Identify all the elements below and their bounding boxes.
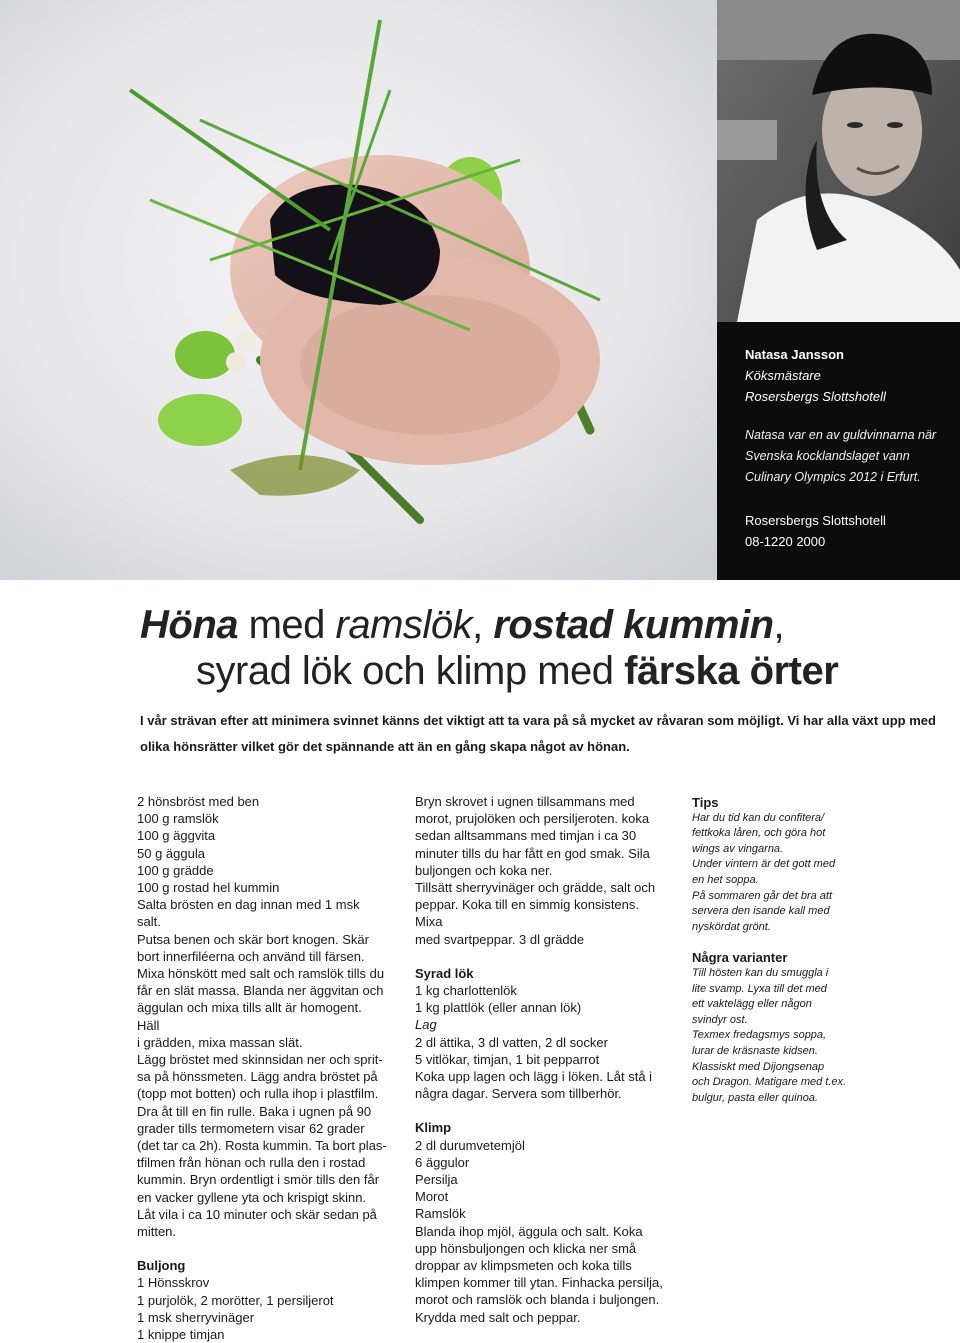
text-line: lite svamp. Lyxa till det med (692, 982, 827, 995)
text-line: lurar de kräsnaste kidsen. (692, 1044, 818, 1057)
tips-heading: Tips (692, 795, 719, 810)
text-line: 1 kg plattlök (eller annan lök) (415, 1000, 582, 1016)
text-line: Bryn skrovet i ugnen tillsammans med (415, 794, 635, 809)
text-line: Klassiskt med Dijongsenap (692, 1060, 825, 1073)
chef-role: Köksmästare (745, 368, 821, 383)
text-line: Låt vila i ca 10 minuter och skär sedan på (137, 1206, 377, 1222)
chef-workplace: Rosersbergs Slottshotell (745, 389, 886, 404)
title-line-1 (140, 603, 784, 647)
text-line: 100 g äggvita (137, 828, 216, 844)
varianter-heading: Några varianter (692, 950, 788, 966)
chef-name: Natasa Jansson (745, 347, 844, 362)
title-word: , (472, 603, 494, 647)
text-line: äggulan och mixa tills allt är homogent. Häll (137, 1000, 362, 1033)
text-line: sedan alltsammans med timjan i ca 30 (415, 828, 637, 844)
buljong-instructions (415, 793, 670, 948)
intro-paragraph: I vår strävan efter att minimera svinnet känns det viktigt att ta vara på så mycket av råvaran som möjligt. Vi har alla växt upp med olika hönsrätter vilket gör det spännande att än en gång skapa något av hönan. (140, 713, 936, 754)
text-line: droppar av klimpsmeten och koka tills (415, 1258, 632, 1274)
text-line: (topp mot botten) och rulla ihop i plastfilm. (137, 1086, 379, 1102)
text-line: 100 g rostad hel kummin (137, 880, 280, 896)
syrad-lok-heading: Syrad lök (415, 965, 474, 981)
text-line: en het soppa. (692, 873, 759, 886)
text-line: Morot (415, 1189, 449, 1205)
text-line: Salta brösten en dag innan med 1 msk salt. (137, 897, 360, 930)
text-line: nyskördat grönt. (692, 920, 771, 933)
text-line: morot, prujolöken och persiljeroten. koka (415, 811, 650, 827)
lag-label: Lag (415, 1017, 437, 1033)
title-word: syrad lök och klimp med (196, 649, 625, 693)
text-line: upp hönsbuljongen och klicka ner små (415, 1240, 637, 1256)
text-line: i grädden, mixa massan slät. (137, 1034, 303, 1050)
text-line: bulgur, pasta eller quinoa. (692, 1091, 818, 1104)
text-line: Krydda med salt och peppar. (415, 1309, 581, 1325)
title-word: rostad kummin (493, 603, 774, 647)
text-line: fettkoka låren, och göra hot (692, 827, 826, 840)
text-line: grader tills termometern visar 62 grader (137, 1120, 365, 1136)
text-line: Persilja (415, 1172, 458, 1188)
text-line: Ramslök (415, 1206, 466, 1222)
text-line: Mixa hönskött med salt och ramslök tills du (137, 966, 385, 982)
text-line: minuter tills du har fått en god smak. Sila (415, 845, 650, 861)
text-line: 2 dl durumvetemjöl (415, 1137, 525, 1153)
tips-text (692, 811, 857, 936)
text-line: 1 knippe timjan (137, 1327, 225, 1343)
text-line: 5 vitlökar, timjan, 1 bit pepparrot (415, 1051, 600, 1067)
text-line: får en slät massa. Blanda ner äggvitan och (137, 983, 384, 999)
text-line: buljongen och koka ner. (415, 862, 553, 878)
text-line: 100 g grädde (137, 862, 214, 878)
text-line: 2 dl ättika, 3 dl vatten, 2 dl socker (415, 1034, 608, 1050)
title-word: färska örter (624, 649, 839, 693)
text-line: 1 purjolök, 2 morötter, 1 persiljerot (137, 1292, 334, 1308)
text-line: På sommaren går det bra att (692, 889, 833, 902)
syrad-lok-ingredients (415, 982, 670, 1016)
text-line: 1 msk sherryvinäger (137, 1309, 255, 1325)
text-line: ett vaktelägg eller någon (692, 998, 812, 1011)
text-line: Blanda ihop mjöl, äggula och salt. Koka (415, 1223, 643, 1239)
text-line: 2 hönsbröst med ben (137, 794, 260, 809)
text-line: wings av vingarna. (692, 842, 784, 855)
title-word: ramslök (335, 603, 473, 647)
text-line: svindyr ost. (692, 1013, 748, 1026)
text-line: Tillsätt sherryvinäger och grädde, salt och (415, 880, 656, 896)
klimp-instructions (415, 1137, 670, 1326)
text-line: kummin. Bryn ordentligt i smör tills den får (137, 1172, 380, 1188)
title-word: , (773, 603, 785, 647)
buljong-heading: Buljong (137, 1258, 186, 1274)
text-line: sa på hönssmeten. Lägg andra bröstet på (137, 1069, 378, 1085)
text-line: och Dragon. Matigare med t.ex. (692, 1076, 847, 1089)
text-line: 1 Hönsskrov (137, 1275, 210, 1291)
text-line: morot och ramslök och blanda i buljongen. (415, 1292, 660, 1308)
text-line: 50 g äggula (137, 845, 205, 861)
klimp-heading: Klimp (415, 1120, 452, 1136)
hotel-phone: 08-1220 2000 (745, 534, 826, 549)
hotel-name: Rosersbergs Slottshotell (745, 513, 886, 528)
text-line: Har du tid kan du confitera/ (692, 811, 825, 824)
chef-portrait (717, 0, 960, 322)
text-line: Texmex fredagsmys soppa, (692, 1029, 827, 1042)
text-line: bort innerfiléerna och använd till färsen. (137, 948, 365, 964)
text-line: Koka upp lagen och lägg i löken. Låt stå i (415, 1069, 653, 1085)
text-line: tfilmen från hönan och rulla den i rostad (137, 1155, 366, 1171)
chef-bio: Natasa var en av guldvinnarna när Svenska kocklandslaget vann Culinary Olympics 2012 i Erfurt. (745, 428, 937, 484)
tips-column (692, 795, 857, 1106)
text-line: klimpen kommer till ytan. Finhacka persilja, (415, 1275, 663, 1291)
text-line: Putsa benen och skär bort knogen. Skär (137, 931, 369, 947)
text-line: några dagar. Servera som tillberhör. (415, 1086, 622, 1102)
text-line: 100 g ramslök (137, 811, 219, 827)
text-line: peppar. Koka till en simmig konsistens. Mixa (415, 897, 639, 930)
hona-instructions (137, 793, 387, 1240)
text-line: (det tar ca 2h). Rosta kummin. Ta bort plas- (137, 1138, 387, 1154)
title-line-2 (140, 648, 940, 694)
dish-photo (0, 0, 717, 580)
title-word: med (238, 603, 336, 647)
text-line: 6 äggulor (415, 1154, 470, 1170)
text-line: servera den isande kall med (692, 905, 830, 918)
text-line: Lägg bröstet med skinnsidan ner och sprit- (137, 1052, 383, 1068)
chef-info-panel (717, 322, 960, 580)
recipe-column-1 (137, 793, 387, 1343)
recipe-column-2 (415, 793, 670, 1326)
buljong-ingredients (137, 1274, 387, 1343)
varianter-text (692, 966, 857, 1106)
text-line: med svartpeppar. 3 dl grädde (415, 931, 585, 947)
text-line: mitten. (137, 1224, 177, 1240)
recipe-title (140, 602, 940, 694)
text-line: Under vintern är det gott med (692, 858, 836, 871)
text-line: Till hösten kan du smuggla i (692, 966, 829, 979)
text-line: 1 kg charlottenlök (415, 983, 517, 999)
text-line: en vacker gyllene yta och krispigt skinn. (137, 1189, 367, 1205)
lag-instructions (415, 1034, 670, 1103)
text-line: Dra åt till en fin rulle. Baka i ugnen på 90 (137, 1103, 372, 1119)
title-word: Höna (140, 603, 238, 647)
